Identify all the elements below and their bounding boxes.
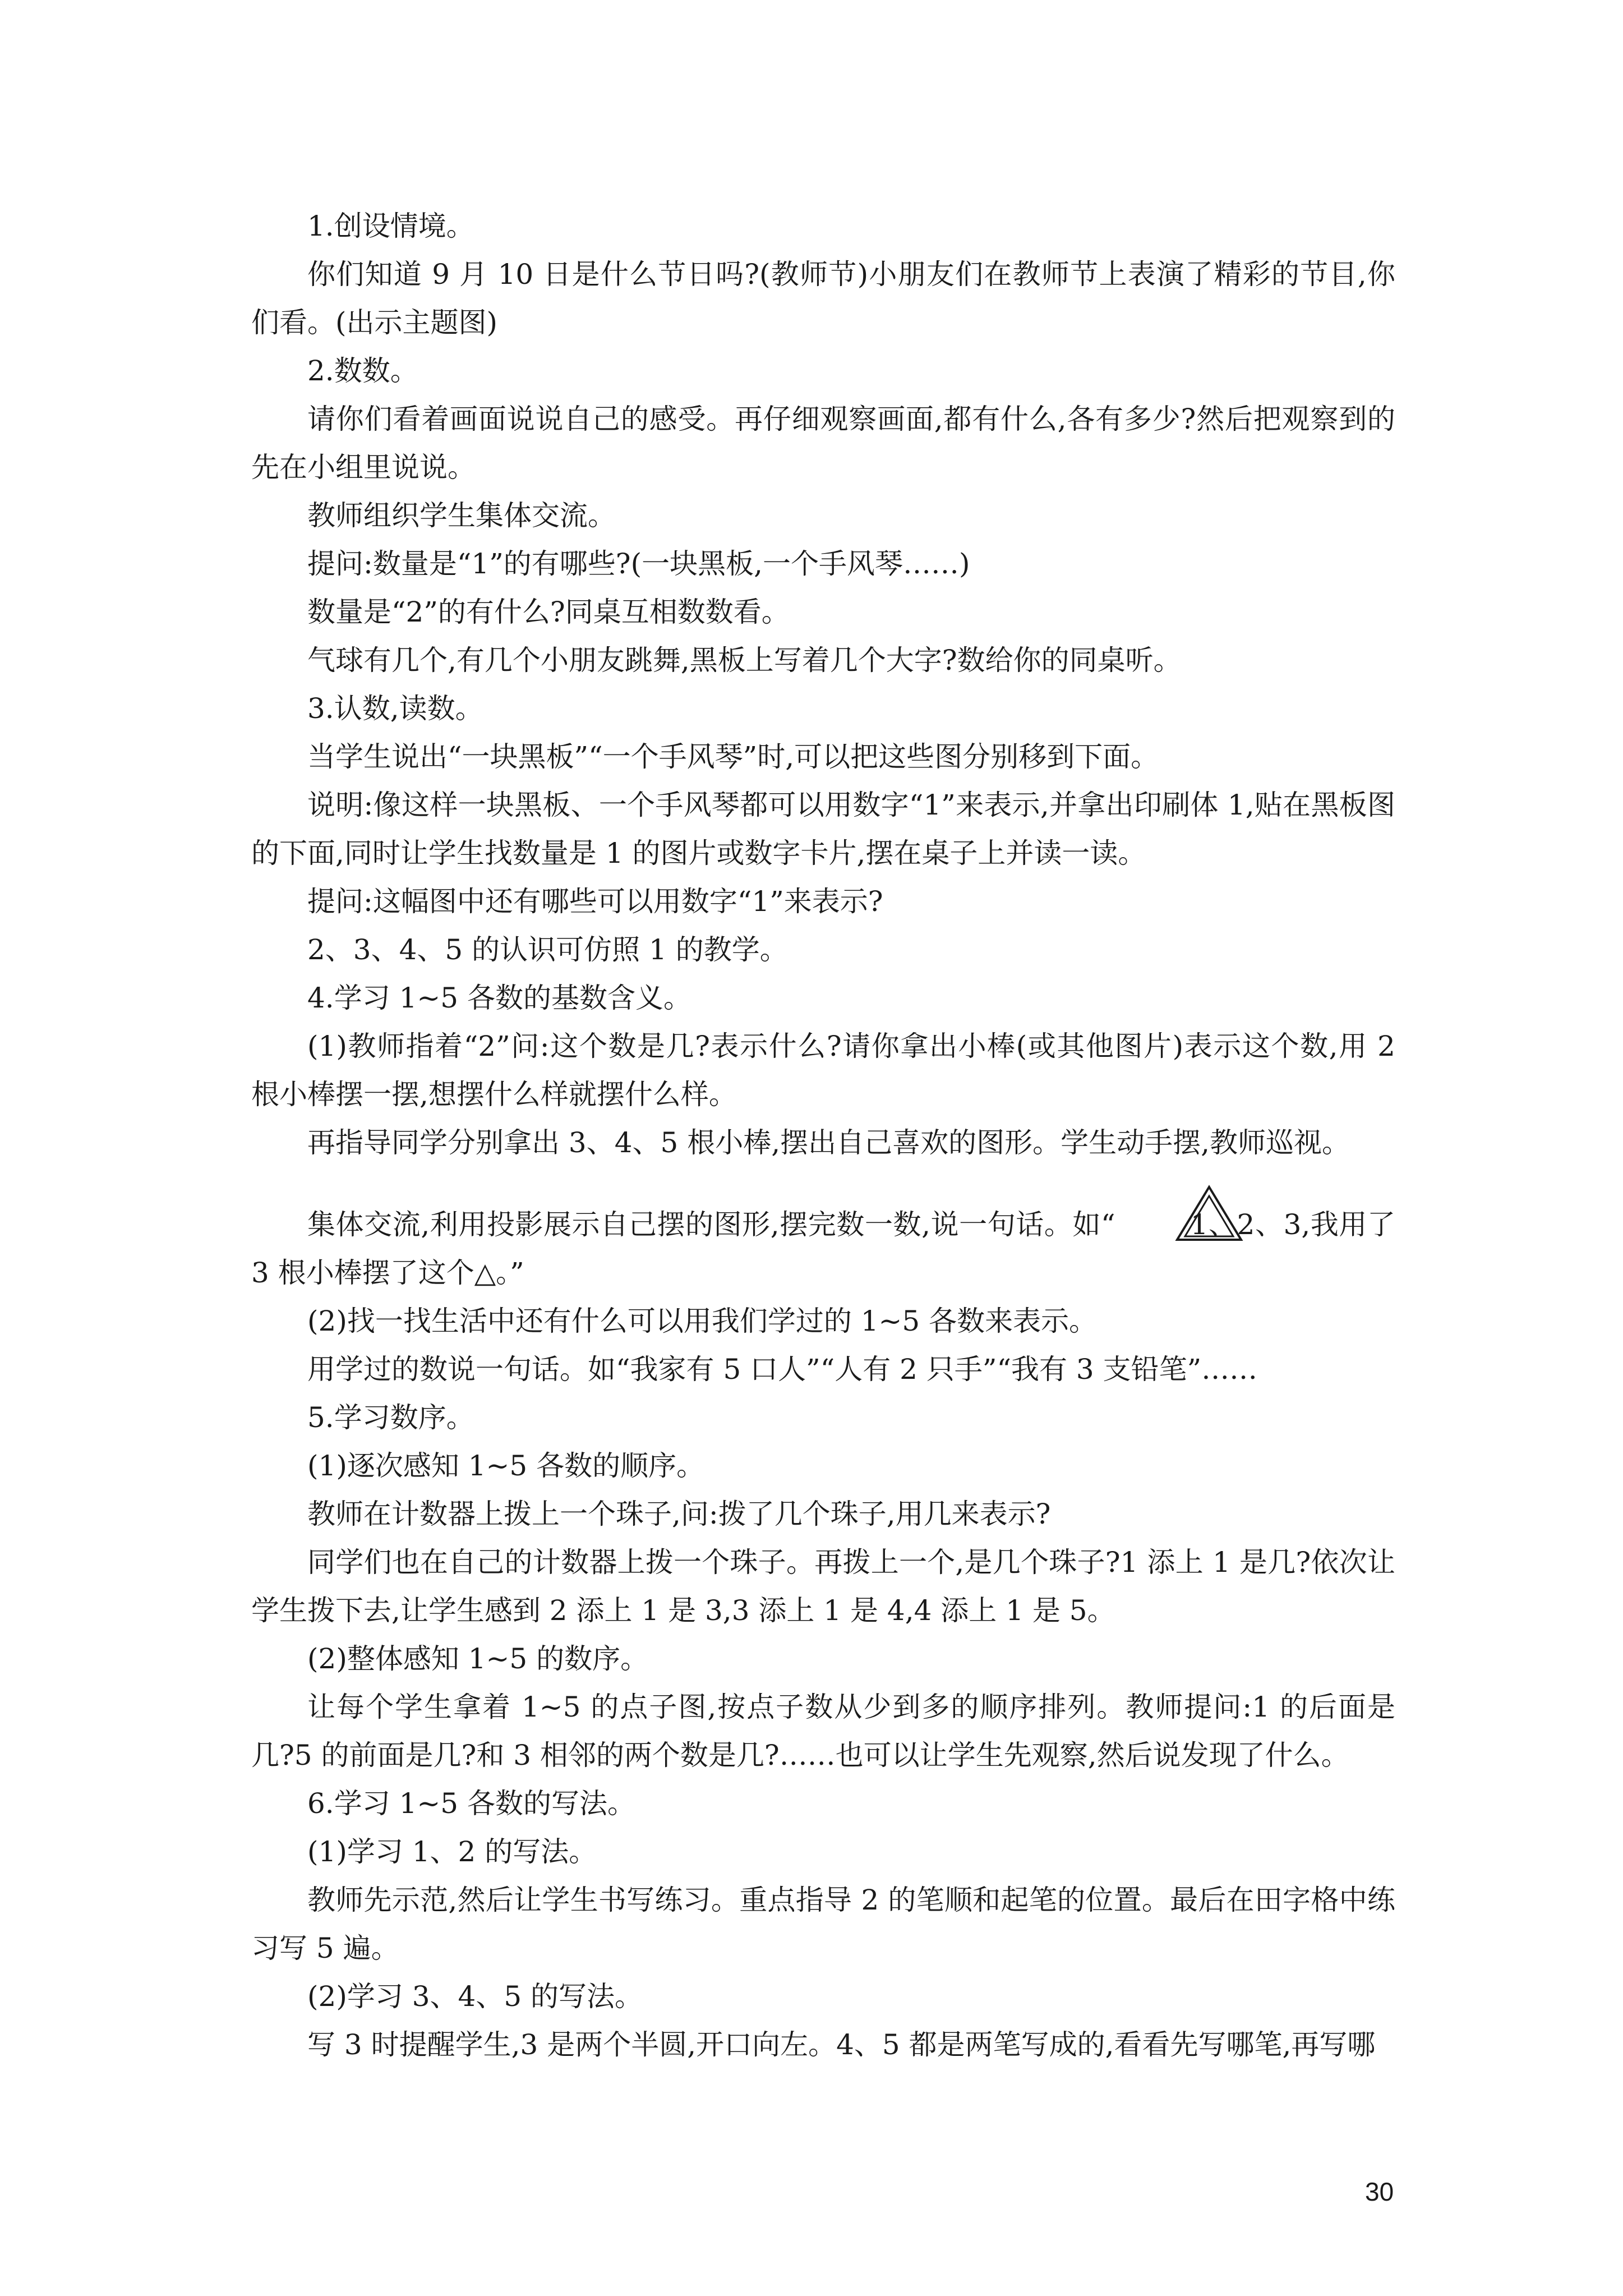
page-number: 30 xyxy=(1365,2177,1394,2206)
paragraph: 教师先示范,然后让学生书写练习。重点指导 2 的笔顺和起笔的位置。最后在田字格中练习写 5 遍。 xyxy=(251,1884,1395,1964)
paragraph: 请你们看着画面说说自己的感受。再仔细观察画面,都有什么,各有多少?然后把观察到的先在小组里说说。 xyxy=(251,403,1395,484)
paragraph: 你们知道 9 月 10 日是什么节日吗?(教师节)小朋友们在教师节上表演了精彩的节目,你们看。(出示主题图) xyxy=(251,258,1395,339)
paragraph: (1)学习 1、2 的写法。 xyxy=(307,1835,597,1868)
paragraph: 2.数数。 xyxy=(307,355,418,387)
paragraph: 同学们也在自己的计数器上拨一个珠子。再拨上一个,是几个珠子?1 添上 1 是几?依次让学生拨下去,让学生感到 2 添上 1 是 3,3 添上 1 是 4,4 添上 1 是 5。 xyxy=(251,1546,1395,1627)
paragraph: 教师组织学生集体交流。 xyxy=(307,499,616,532)
figure-text-after: 1、2、3,我用了 3 根小棒摆了这个△。” xyxy=(251,1208,1396,1289)
paragraph-with-figure xyxy=(251,1184,1395,1297)
paragraph: 1.创设情境。 xyxy=(307,210,474,242)
stick-triangle-icon xyxy=(1117,1184,1189,1245)
paragraph: 说明:像这样一块黑板、一个手风琴都可以用数字“1”来表示,并拿出印刷体 1,贴在黑板图的下面,同时让学生找数量是 1 的图片或数字卡片,摆在桌子上并读一读。 xyxy=(251,789,1395,869)
paragraph: (2)整体感知 1~5 的数序。 xyxy=(307,1642,649,1675)
paragraph: 再指导同学分别拿出 3、4、5 根小棒,摆出自己喜欢的图形。学生动手摆,教师巡视。 xyxy=(307,1126,1350,1159)
figure-text-before: 集体交流,利用投影展示自己摆的图形,摆完数一数,说一句话。如“ xyxy=(307,1208,1115,1241)
paragraph: 3.认数,读数。 xyxy=(307,692,483,725)
paragraph: 用学过的数说一句话。如“我家有 5 口人”“人有 2 只手”“我有 3 支铅笔”…… xyxy=(307,1353,1258,1386)
paragraph: (1)教师指着“2”问:这个数是几?表示什么?请你拿出小棒(或其他图片)表示这个数,用 2 根小棒摆一摆,想摆什么样就摆什么样。 xyxy=(251,1030,1395,1111)
paragraph: 让每个学生拿着 1~5 的点子图,按点子数从少到多的顺序排列。教师提问:1 的后面是几?5 的前面是几?和 3 相邻的两个数是几?……也可以让学生先观察,然后说发现了什么。 xyxy=(251,1691,1395,1772)
paragraph: 教师在计数器上拨上一个珠子,问:拨了几个珠子,用几来表示? xyxy=(307,1498,1051,1530)
paragraph: 4.学习 1~5 各数的基数含义。 xyxy=(307,982,692,1014)
paragraph: 6.学习 1~5 各数的写法。 xyxy=(307,1787,636,1820)
paragraph: 数量是“2”的有什么?同桌互相数数看。 xyxy=(307,596,790,628)
paragraph: (2)找一找生活中还有什么可以用我们学过的 1~5 各数来表示。 xyxy=(307,1305,1098,1337)
paragraph: 提问:这幅图中还有哪些可以用数字“1”来表示? xyxy=(307,885,883,918)
paragraph: (1)逐次感知 1~5 各数的顺序。 xyxy=(307,1450,705,1482)
document-body xyxy=(251,202,1395,2069)
paragraph: (2)学习 3、4、5 的写法。 xyxy=(307,1980,643,2013)
paragraph: 5.学习数序。 xyxy=(307,1401,474,1434)
paragraph: 写 3 时提醒学生,3 是两个半圆,开口向左。4、5 都是两笔写成的,看看先写哪笔,再写哪 xyxy=(307,2028,1376,2061)
paragraph: 当学生说出“一块黑板”“一个手风琴”时,可以把这些图分别移到下面。 xyxy=(307,740,1159,773)
paragraph: 2、3、4、5 的认识可仿照 1 的教学。 xyxy=(307,933,788,966)
paragraph: 提问:数量是“1”的有哪些?(一块黑板,一个手风琴……) xyxy=(307,547,970,580)
paragraph: 气球有几个,有几个小朋友跳舞,黑板上写着几个大字?数给你的同桌听。 xyxy=(307,644,1182,677)
